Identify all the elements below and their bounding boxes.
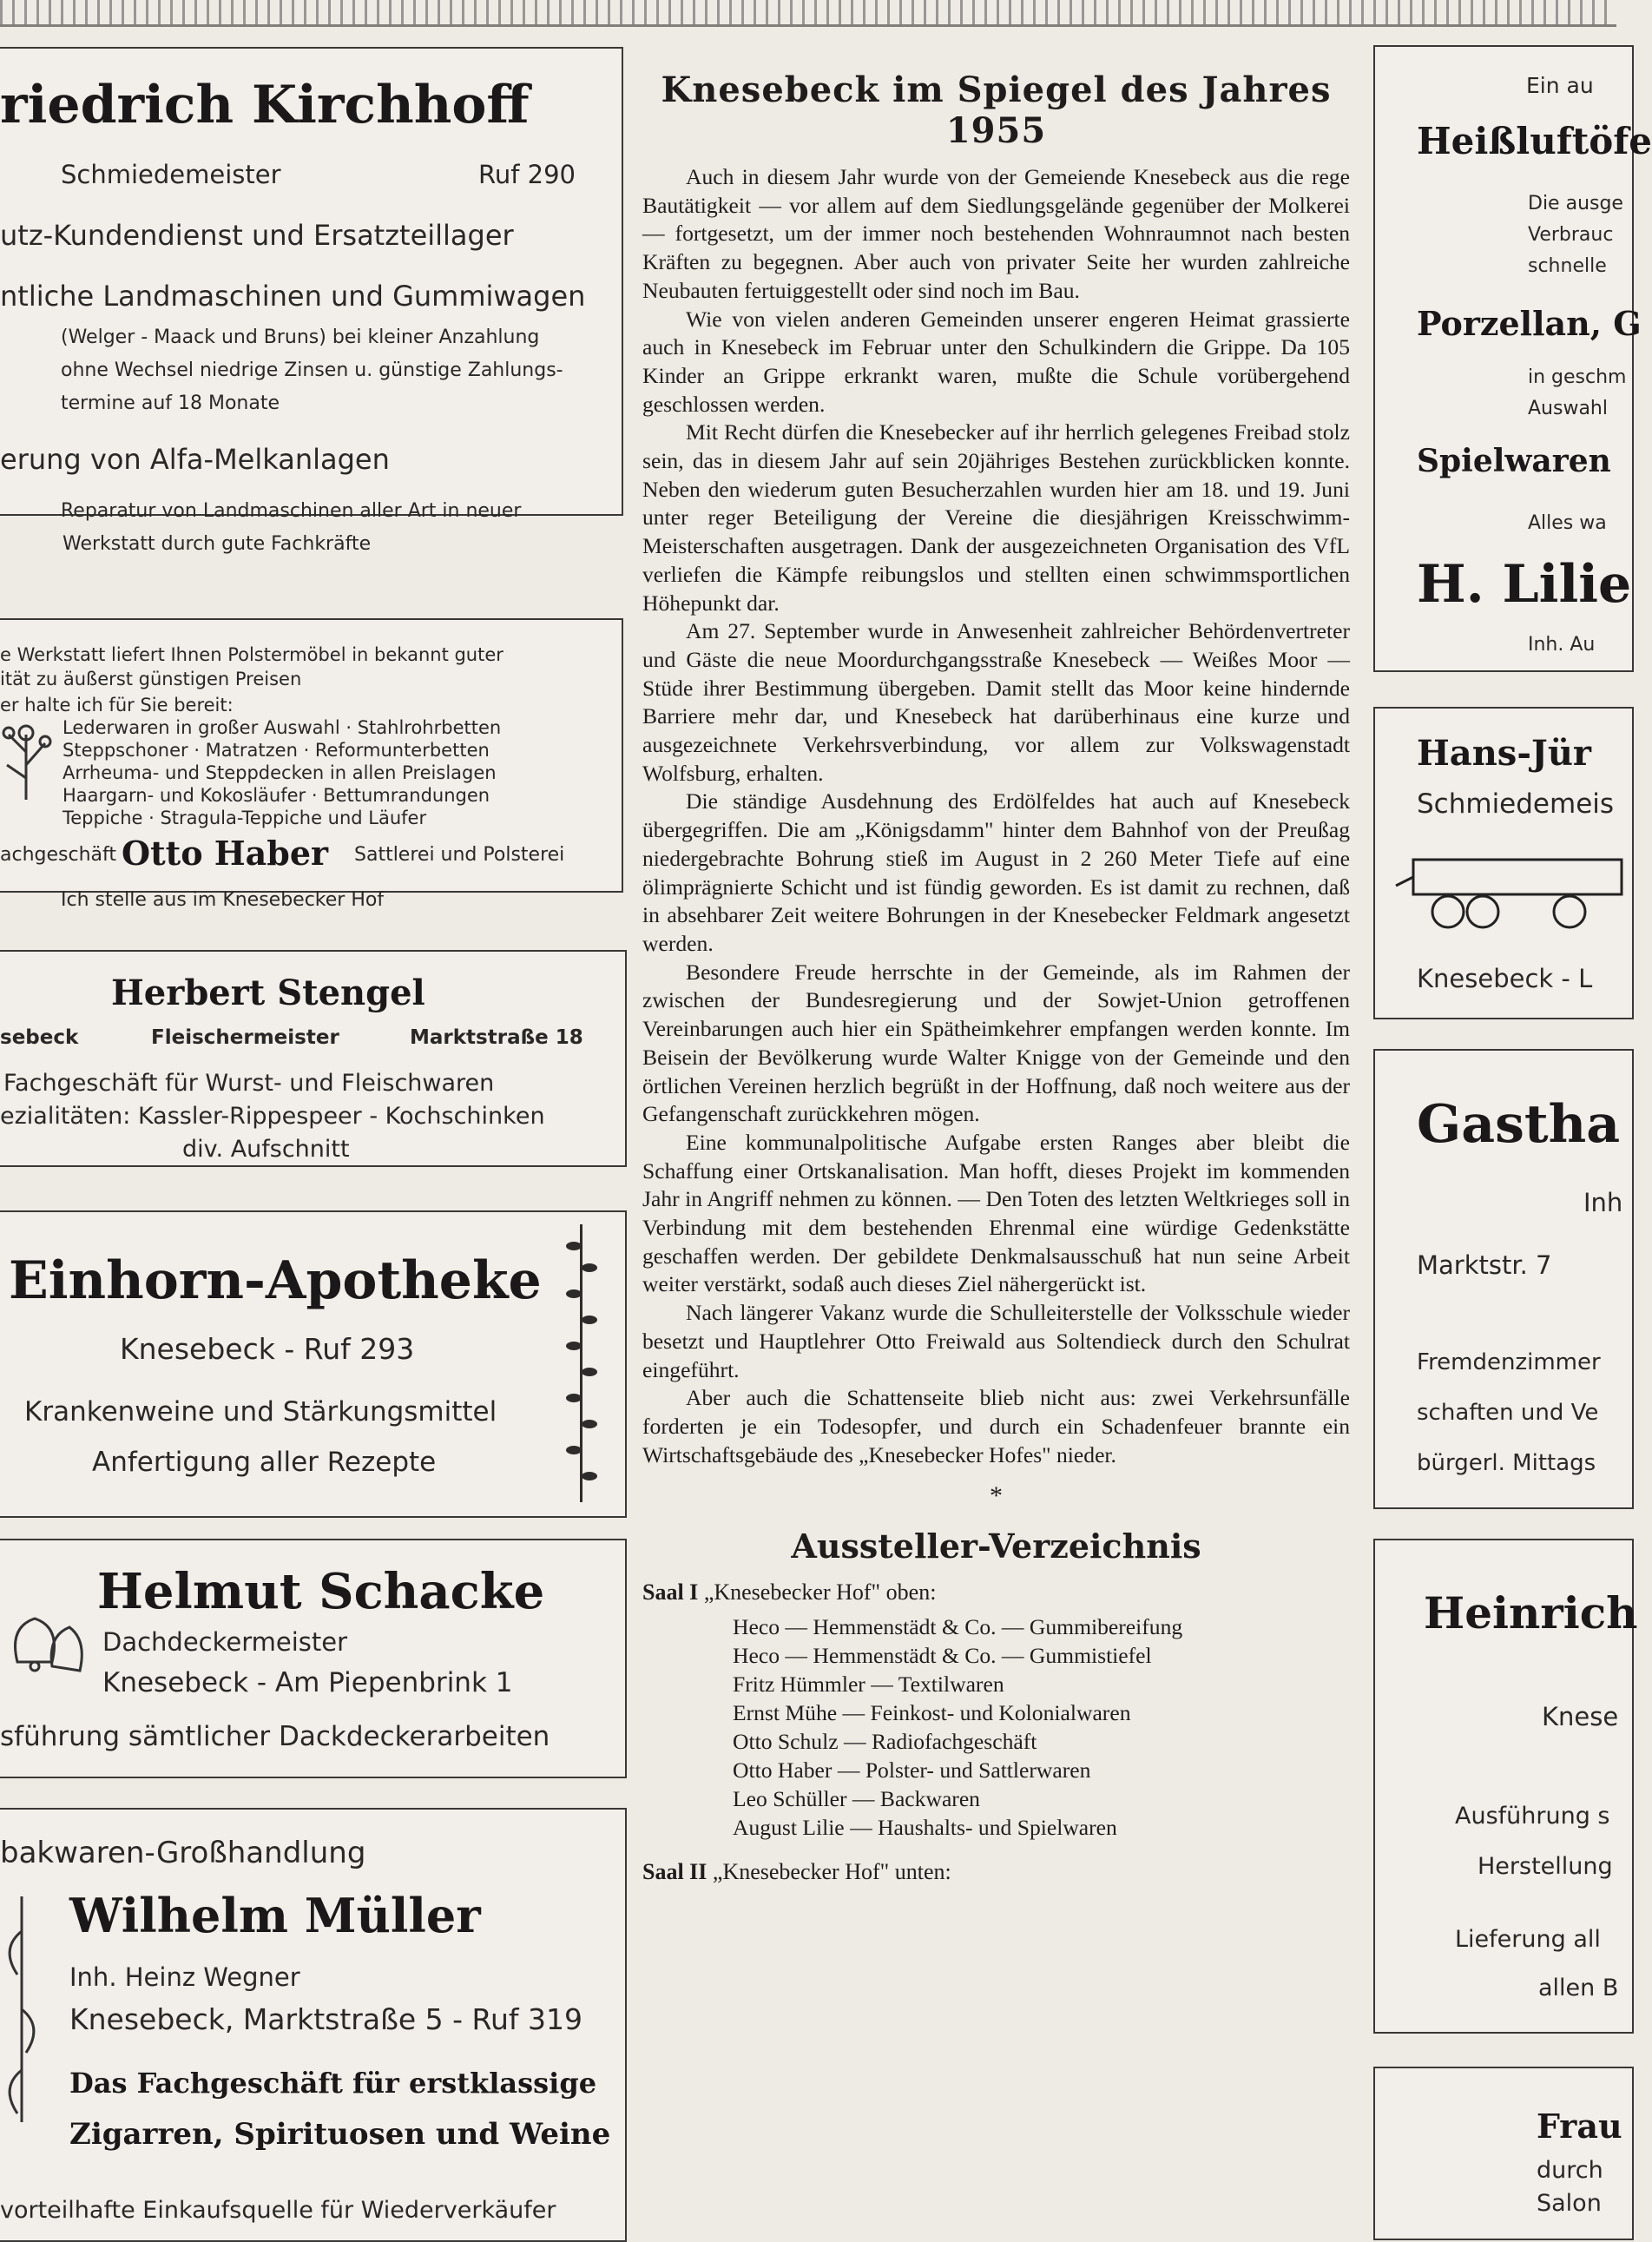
article-title: Knesebeck im Spiegel des Jahres 1955	[661, 69, 1332, 151]
ad-stengel-name: Herbert Stengel	[111, 973, 425, 1013]
ad-wilhelm-mueller	[0, 1808, 627, 2242]
article-paragraph: Auch in diesem Jahr wurde von der Gemeiende Knesebeck aus die rege Bautätigkeit — vor allem auf dem Siedlungsgelände gegenüber der Molkerei — fortgesetzt, um der immer noch bestehenden Wohnraumnot nach besten Kräften zu begegnen. Aber auch von privater Seite her wurden zahlreiche Neubauten fertuiggestellt oder sind noch im Bau.	[642, 164, 1350, 303]
ad-heinrich-line4: Herstellung	[1478, 1853, 1613, 1880]
ad-haber-line6: Arrheuma- und Steppdecken in allen Preislagen	[63, 762, 497, 783]
ad-lilie-line10: Alles wa	[1528, 512, 1607, 534]
ad-herbert-stengel	[0, 950, 627, 1167]
ad-lilie-line4: Verbrauc	[1528, 224, 1614, 246]
ad-gasthaus	[1373, 1049, 1634, 1509]
list-item: Heco — Hemmenstädt & Co. — Gummistiefel	[733, 1643, 1152, 1669]
ad-hansj-line2: Schmiedemeis	[1417, 788, 1615, 820]
flower-ornament-icon	[0, 717, 52, 804]
ad-apotheke-line3: Anfertigung aller Rezepte	[92, 1447, 437, 1478]
ad-haber-line3: er halte ich für Sie bereit:	[0, 695, 234, 715]
ad-heinrich-line2: Knese	[1542, 1702, 1619, 1731]
ad-schacke-addr: Knesebeck - Am Piepenbrink 1	[102, 1667, 513, 1698]
ad-apotheke-line2: Krankenweine und Stärkungsmittel	[24, 1396, 497, 1428]
ad-lilie-line3: Die ausge	[1528, 193, 1623, 214]
article-paragraph: Nach längerer Vakanz wurde die Schulleiterstelle der Volksschule wieder besetzt und Hauptlehrer Otto Freiwald aus Soltendieck durch den Schulrat eingeführt.	[642, 1300, 1350, 1382]
ad-heinrich-line1: Heinrich	[1424, 1587, 1638, 1639]
ad-frau-line3: Salon	[1537, 2190, 1602, 2217]
ad-stengel-title: Fleischermeister	[151, 1026, 339, 1049]
ad-heinrich	[1373, 1539, 1638, 2034]
ad-haber-line5: Steppschoner · Matratzen · Reformunterbetten	[63, 740, 490, 761]
ad-stengel-street: Marktstraße 18	[410, 1026, 583, 1049]
ad-lilie-line5: schnelle	[1528, 255, 1607, 277]
ad-mueller-line2: Zigarren, Spirituosen und Weine	[69, 2117, 611, 2152]
ad-einhorn-apotheke	[0, 1210, 627, 1518]
ad-kirchhoff-title: Schmiedemeister	[61, 160, 281, 189]
article-column	[642, 69, 1350, 1887]
ad-gasthaus-line6: bürgerl. Mittags	[1417, 1450, 1596, 1476]
article-paragraph: Aber auch die Schattenseite blieb nicht aus: zwei Verkehrsunfälle forderten je ein Todesopfer, und durch ein Schadenfeuer brannte ein Wirtschaftsgebäude des „Knesebecker Hofes" nieder.	[642, 1385, 1350, 1467]
ad-frau	[1373, 2067, 1634, 2240]
saal-1-heading	[642, 1578, 1350, 1607]
article-paragraph: Eine kommunalpolitische Aufgabe ersten Ranges aber bleibt die Schaffung einer Ortskanalisation. Man hofft, dieses Projekt im kommenden Jahr in Angriff nehmen zu können. — Den Toten des letzten Weltkrieges soll in Verbindung mit dem bestehenden Ehrenmal eine würdige Gedenkstätte geschaffen werden. Der gebildete Denkmalsausschuß hat nun seine Arbeit weiter verstärkt, sodaß auch dieses Ziel nähergerückt ist.	[642, 1129, 1350, 1297]
saal-2-heading	[642, 1857, 1350, 1887]
ad-haber-suffix: Sattlerei und Polsterei	[354, 844, 565, 866]
ad-kirchhoff-line5: termine auf 18 Monate	[61, 392, 280, 414]
ad-kirchhoff-line8: Werkstatt durch gute Fachkräfte	[63, 533, 372, 555]
ad-gasthaus-line2: Inh	[1583, 1188, 1623, 1217]
ad-hans-juergen	[1373, 707, 1634, 1019]
ad-schacke-title: Dachdeckermeister	[102, 1627, 348, 1657]
ad-lilie-line1: Ein au	[1526, 73, 1594, 98]
list-item: Otto Schulz — Radiofachgeschäft	[733, 1729, 1037, 1755]
ad-haber-name: Otto Haber	[122, 834, 329, 873]
ad-mueller-addr: Knesebeck, Marktstraße 5 - Ruf 319	[69, 2002, 582, 2036]
list-item: Otto Haber — Polster- und Sattlerwaren	[733, 1757, 1091, 1784]
ad-stengel-place: sebeck	[0, 1026, 79, 1049]
ad-hansj-line1: Hans-Jür	[1417, 733, 1591, 774]
ad-mueller-name: Wilhelm Müller	[69, 1888, 481, 1943]
article-paragraph: Mit Recht dürfen die Knesebecker auf ihr herrlich gelegenes Freibad stolz sein, das in diesem Jahr auf sein 20jähriges Bestehen zurückblicken konnte. Neben den wiederum guten Besucherzahlen wurden hier am 18. und 19. Juni unter reger Beteiligung der Vereine die diesjährigen Kreisschwimm-Meisterschaften ausgetragen. Dank der ausgezeichneten Organisation des VfL verliefen die Kämpfe reibungslos und stellten einen schwimmsportlichen Höhepunkt dar.	[642, 419, 1350, 616]
ad-lilie-line6: Porzellan, G	[1417, 304, 1642, 343]
ad-haber-line1: e Werkstatt liefert Ihnen Polstermöbel in bekannt guter	[0, 644, 503, 665]
ad-lilie-line11: H. Lilie	[1417, 554, 1632, 615]
trailer-wagon-icon	[1396, 842, 1622, 938]
ad-helmut-schacke	[0, 1539, 627, 1778]
ad-mueller-owner: Inh. Heinz Wegner	[69, 1962, 300, 1992]
ad-kirchhoff-name: riedrich Kirchhoff	[0, 75, 530, 135]
saal-1-name: „Knesebecker Hof" oben:	[703, 1579, 937, 1606]
ad-haber-line4: Lederwaren in großer Auswahl · Stahlrohrbetten	[63, 717, 502, 738]
ad-frau-line1: Frau	[1537, 2107, 1622, 2146]
ad-mueller-line3: vorteilhafte Einkaufsquelle für Wiederverkäufer	[0, 2197, 556, 2224]
ad-kirchhoff-phone: Ruf 290	[478, 160, 576, 189]
article-paragraph: Am 27. September wurde in Anwesenheit zahlreicher Behördenvertreter und Gäste die neue Moordurchgangsstraße Knesebeck — Weißes Moor — Stüde ihrer Bestimmung übergeben. Damit stellt das Moor keine hindernde Barriere mehr dar, und Knesebeck hat darüberhinaus eine kurze und ausgezeichnete Verkehrsverbindung, vor allem zur Volkswagenstadt Wolfsburg, erhalten.	[642, 618, 1350, 786]
ad-h-lilie	[1373, 45, 1652, 672]
ad-kirchhoff-line6: erung von Alfa-Melkanlagen	[0, 443, 390, 476]
ad-kirchhoff-line1: utz-Kundendienst und Ersatzteillager	[0, 219, 514, 252]
article-paragraph: Besondere Freude herrschte in der Gemeinde, als im Rahmen der zwischen der Bundesregierung und der Sowjet-Union getroffenen Vereinbarungen auch hier ein Spätheimkehrer empfangen werden konnte. Im Beisein der Bevölkerung wurde Walter Knigge von der Gemeinde und den örtlichen Vereinen herzlich begrüßt in der Hoffnung, daß noch weitere aus der Gefangenschaft zurückkehren mögen.	[642, 959, 1350, 1127]
top-ornament-border	[0, 0, 1616, 27]
article-paragraph: Wie von vielen anderen Gemeinden unserer engeren Heimat grassierte auch in Knesebeck im Februar unter den Schulkindern die Grippe. Da 105 Kinder an Grippe erkrankt waren, mußte die Schule vorübergehend geschlossen werden.	[642, 306, 1350, 417]
ad-lilie-line8: Auswahl	[1528, 398, 1608, 419]
ad-kirchhoff-line3: (Welger - Maack und Bruns) bei kleiner Anzahlung	[61, 326, 540, 348]
article-paragraph: Die ständige Ausdehnung des Erdölfeldes hat auch auf Knesebeck übergegriffen. Die am „Königsdamm" hinter dem Bahnhof von der Preußag niedergebrachte Bohrung stieß im August in 2 260 Meter Tiefe auf eine ölimprägnierte Schicht und ist fündig geworden. Es ist damit zu rechnen, daß in absehbarer Zeit weitere Bohrungen in der Knesebecker Feldmark angesetzt werden.	[642, 788, 1350, 956]
ad-heinrich-line3: Ausführung s	[1455, 1803, 1610, 1830]
saal-2-name: „Knesebecker Hof" unten:	[712, 1859, 951, 1885]
ad-stengel-line2: ezialitäten: Kassler-Rippespeer - Kochschinken	[0, 1103, 545, 1130]
list-item: Ernst Mühe — Feinkost- und Kolonialwaren	[733, 1700, 1131, 1726]
ad-heinrich-line5: Lieferung all	[1455, 1926, 1601, 1953]
ad-schacke-name: Helmut Schacke	[97, 1563, 545, 1620]
saal-1-list	[733, 1612, 1350, 1842]
ad-haber-line7: Haargarn- und Kokosläufer · Bettumrandungen	[63, 785, 490, 806]
ad-gasthaus-line4: Fremdenzimmer	[1417, 1349, 1601, 1375]
ad-mueller-top: bakwaren-Großhandlung	[0, 1836, 366, 1870]
exhibitors-title: Aussteller-Verzeichnis	[791, 1527, 1201, 1566]
ad-hansj-line3: Knesebeck - L	[1417, 964, 1593, 993]
saal-1-label: Saal I	[642, 1579, 699, 1606]
list-item: Heco — Hemmenstädt & Co. — Gummibereifung	[733, 1614, 1183, 1640]
ad-frau-line2: durch	[1537, 2157, 1603, 2184]
ad-stengel-line3: div. Aufschnitt	[182, 1136, 350, 1163]
ad-apotheke-name: Einhorn-Apotheke	[9, 1250, 542, 1311]
ad-gasthaus-line5: schaften und Ve	[1417, 1400, 1599, 1426]
laurel-branch-icon	[564, 1224, 599, 1502]
ad-heinrich-line6: allen B	[1538, 1975, 1619, 2001]
ad-lilie-line2: Heißluftöfe	[1417, 120, 1652, 162]
ad-haber-line2: ität zu äußerst günstigen Preisen	[0, 669, 302, 689]
ad-otto-haber	[0, 618, 623, 911]
ad-apotheke-line1: Knesebeck - Ruf 293	[120, 1332, 415, 1366]
list-item: Leo Schüller — Backwaren	[733, 1786, 980, 1812]
section-divider-star: *	[990, 1481, 1003, 1511]
ad-lilie-line7: in geschm	[1528, 366, 1627, 388]
ad-lilie-line9: Spielwaren	[1417, 443, 1611, 479]
list-item: Fritz Hümmler — Textilwaren	[733, 1672, 1004, 1698]
ad-haber-line9: Ich stelle aus im Knesebecker Hof	[61, 889, 385, 911]
ad-mueller-line1: Das Fachgeschäft für erstklassige	[69, 2067, 597, 2100]
ad-kirchhoff-line2: ntliche Landmaschinen und Gummiwagen	[0, 280, 586, 313]
tobacco-ornament-icon	[0, 1896, 43, 2122]
ad-haber-prefix: achgeschäft	[0, 844, 116, 866]
ad-schacke-line1: sführung sämtlicher Dackdeckerarbeiten	[0, 1721, 550, 1752]
ad-kirchhoff-line4: ohne Wechsel niedrige Zinsen u. günstige Zahlungs-	[61, 359, 563, 381]
bell-ornament-icon	[0, 1601, 87, 1679]
list-item: August Lilie — Haushalts- und Spielwaren	[733, 1815, 1117, 1841]
ad-kirchhoff	[0, 47, 623, 522]
saal-2-label: Saal II	[642, 1859, 708, 1885]
ad-gasthaus-line3: Marktstr. 7	[1417, 1250, 1552, 1280]
ad-gasthaus-line1: Gastha	[1417, 1094, 1621, 1155]
ad-kirchhoff-line7: Reparatur von Landmaschinen aller Art in neuer	[61, 500, 522, 522]
ad-stengel-line1: Fachgeschäft für Wurst- und Fleischwaren	[3, 1070, 495, 1097]
ad-haber-line8: Teppiche · Stragula-Teppiche und Läufer	[63, 808, 427, 828]
ad-lilie-line12: Inh. Au	[1528, 634, 1596, 656]
